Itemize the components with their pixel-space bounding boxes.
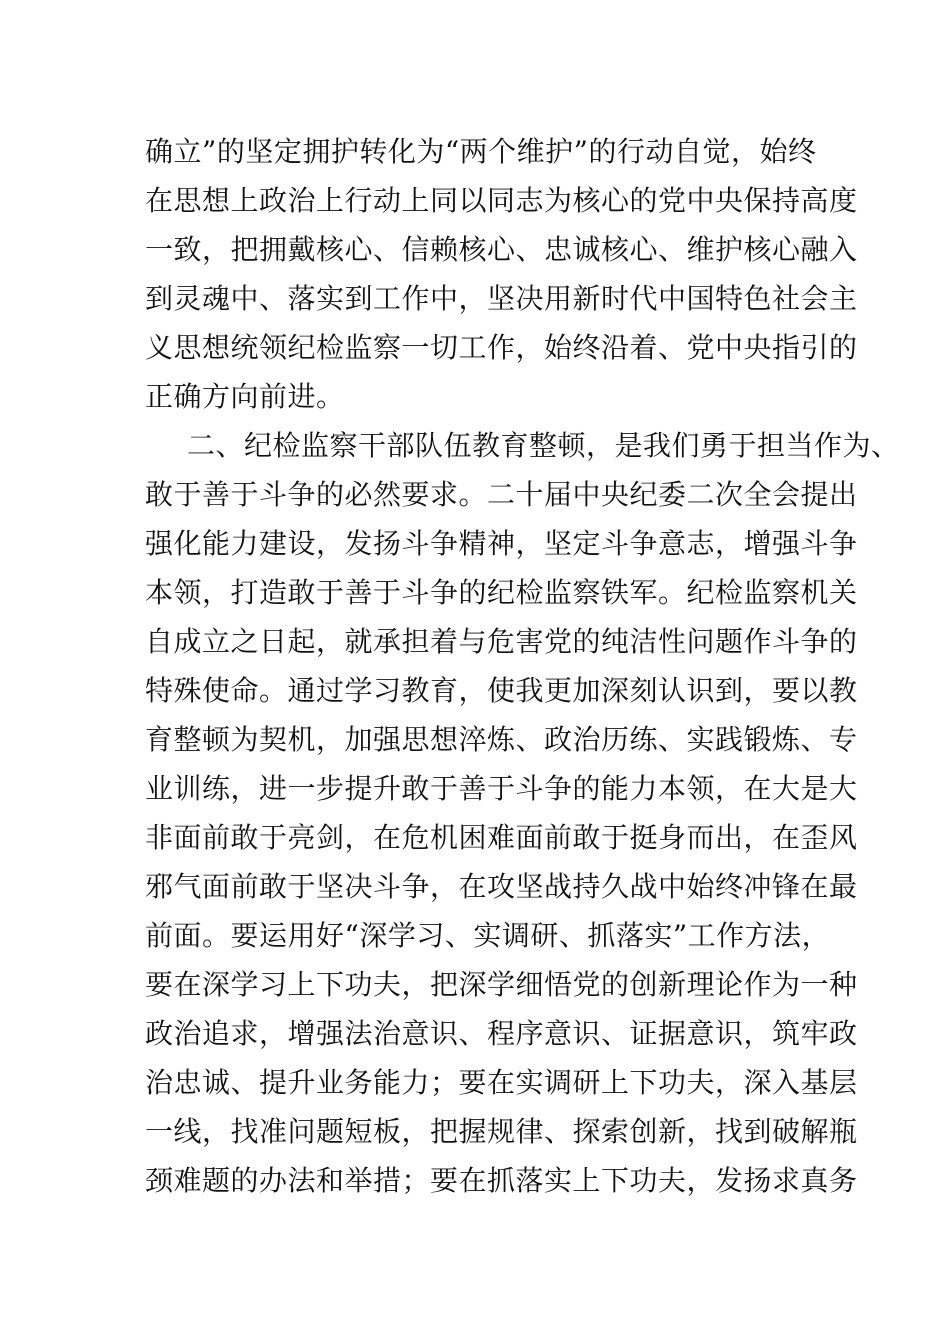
text-line: 在思想上政治上行动上同以同志为核心的党中央保持高度 — [145, 184, 858, 217]
text-line: 义思想统领纪检监察一切工作，始终沿着、党中央指引的 — [145, 331, 858, 364]
text-line: 一线，找准问题短板，把握规律、探索创新，找到破解瓶 — [145, 1115, 858, 1148]
text-line: 一致，把拥戴核心、信赖核心、忠诚核心、维护核心融入 — [145, 233, 858, 266]
text-line: 治忠诚、提升业务能力；要在实调研上下功夫，深入基层 — [145, 1066, 858, 1099]
text-line: 强化能力建设，发扬斗争精神，坚定斗争意志，增强斗争 — [145, 527, 858, 560]
text-line: 前面。要运用好“深学习、实调研、抓落实”工作方法， — [145, 919, 831, 952]
text-line: 颈难题的办法和举措；要在抓落实上下功夫，发扬求真务 — [145, 1164, 858, 1197]
text-line: 到灵魂中、落实到工作中，坚决用新时代中国特色社会主 — [145, 282, 858, 315]
text-line: 邪气面前敢于坚决斗争，在攻坚战持久战中始终冲锋在最 — [145, 870, 858, 903]
text-line: 政治追求，增强法治意识、程序意识、证据意识，筑牢政 — [145, 1017, 858, 1050]
text-line: 自成立之日起，就承担着与危害党的纯洁性问题作斗争的 — [145, 625, 858, 658]
text-line: 本领，打造敢于善于斗争的纪检监察铁军。纪检监察机关 — [145, 576, 858, 609]
text-line: 正确方向前进。 — [145, 380, 345, 413]
paragraph-first-line: 二、纪检监察干部队伍教育整顿，是我们勇于担当作为、 — [187, 429, 900, 462]
text-line: 非面前敢于亮剑，在危机困难面前敢于挺身而出，在歪风 — [145, 821, 858, 854]
text-line: 敢于善于斗争的必然要求。二十届中央纪委二次全会提出 — [145, 478, 858, 511]
text-line: 确立”的坚定拥护转化为“两个维护”的行动自觉，始终 — [145, 135, 817, 168]
text-line: 特殊使命。通过学习教育，使我更加深刻认识到，要以教 — [145, 674, 858, 707]
text-line: 业训练，进一步提升敢于善于斗争的能力本领，在大是大 — [145, 772, 858, 805]
text-line: 育整顿为契机，加强思想淬炼、政治历练、实践锻炼、专 — [145, 723, 858, 756]
text-line: 要在深学习上下功夫，把深学细悟党的创新理论作为一种 — [145, 968, 858, 1001]
